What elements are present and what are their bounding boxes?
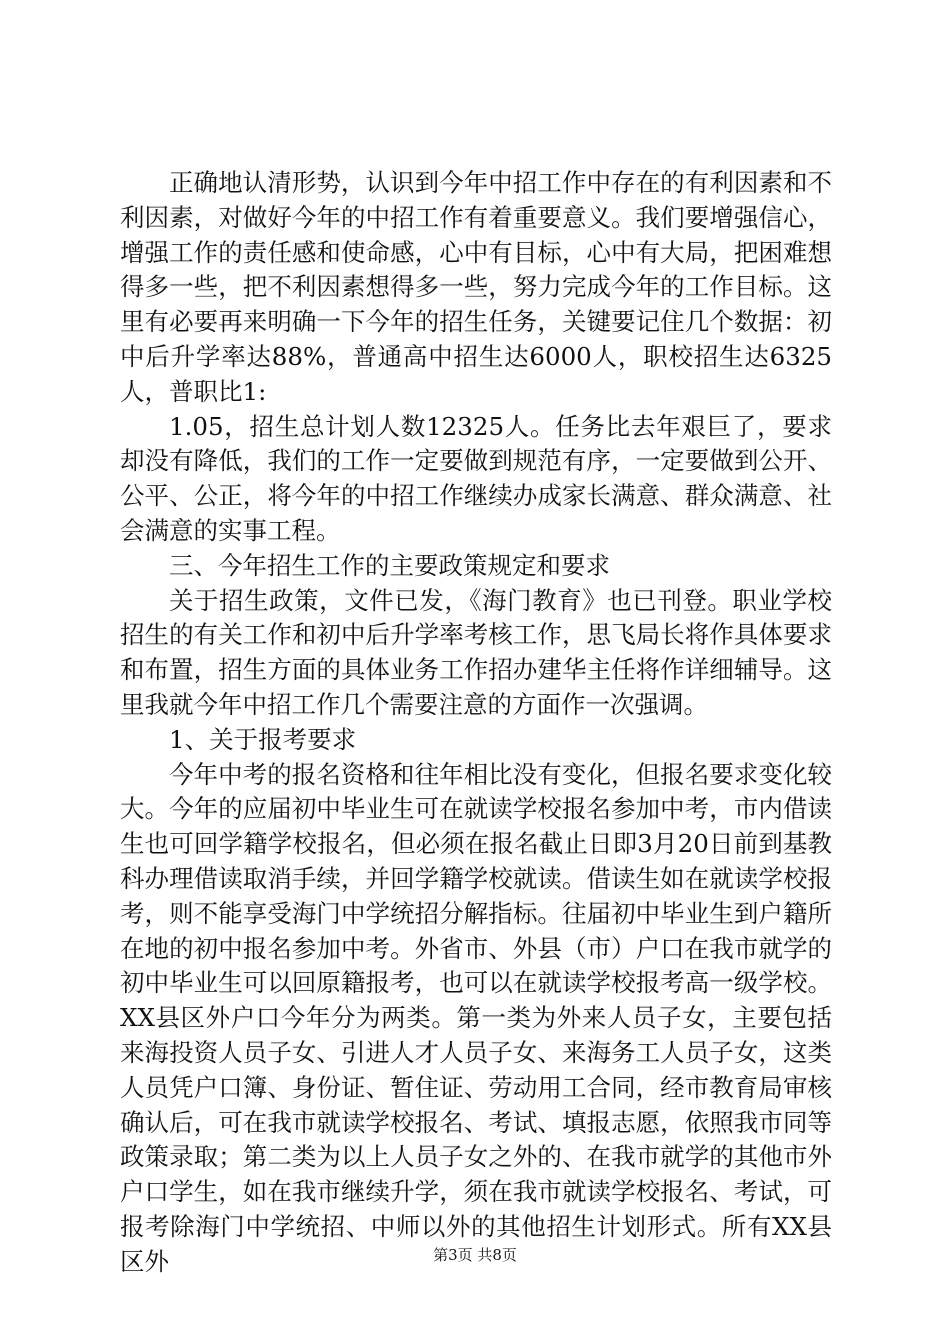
page-number-footer: 第3页 共8页 [433,1246,517,1264]
paragraph: 今年中考的报名资格和往年相比没有变化，但报名要求变化较大。今年的应届初中毕业生可在就读学校报名参加中考，市内借读生也可回学籍学校报名，但必须在报名截止日即3月20日前到基教科办理借读取消手续，并回学籍学校就读。借读生如在就读学校报考，则不能享受海门中学统招分解指标。往届初中毕业生到户籍所在地的初中报名参加中考。外省市、外县（市）户口在我市就学的初中毕业生可以回原籍报考，也可以在就读学校报考高一级学校。XX县区外户口今年分为两类。第一类为外来人员子女，主要包括来海投资人员子女、引进人才人员子女、来海务工人员子女，这类人员凭户口簿、身份证、暂住证、劳动用工合同，经市教育局审核确认后，可在我市就读学校报名、考试、填报志愿，依照我市同等政策录取；第二类为以上人员子女之外的、在我市就学的其他市外户口学生，如在我市继续升学，须在我市就读学校报名、考试，可报考除海门中学统招、中师以外的其他招生计划形式。所有XX县区外 [120,759,832,1276]
paragraph: 正确地认清形势，认识到今年中招工作中存在的有利因素和不利因素，对做好今年的中招工作有着重要意义。我们要增强信心，增强工作的责任感和使命感，心中有目标，心中有大局，把困难想得多一些，把不利因素想得多一些，努力完成今年的工作目标。这里有必要再来明确一下今年的招生任务，关键要记住几个数据：初中后升学率达88%，普通高中招生达6000人，职校招生达6325人，普职比1: [120,168,832,406]
paragraph: 关于招生政策，文件已发，《海门教育》也已刊登。职业学校招生的有关工作和初中后升学率考核工作，思飞局长将作具体要求和布置，招生方面的具体业务工作招办建华主任将作详细辅导。这里我就今年中招工作几个需要注意的方面作一次强调。 [120,585,832,719]
document-body [120,166,832,1280]
section-heading: 三、今年招生工作的主要政策规定和要求 [169,550,610,580]
subsection-heading: 1、关于报考要求 [169,724,357,754]
paragraph: 1.05，招生总计划人数12325人。任务比去年艰巨了，要求却没有降低，我们的工作一定要做到规范有序，一定要做到公开、公平、公正，将今年的中招工作继续办成家长满意、群众满意、社会满意的实事工程。 [120,411,832,545]
